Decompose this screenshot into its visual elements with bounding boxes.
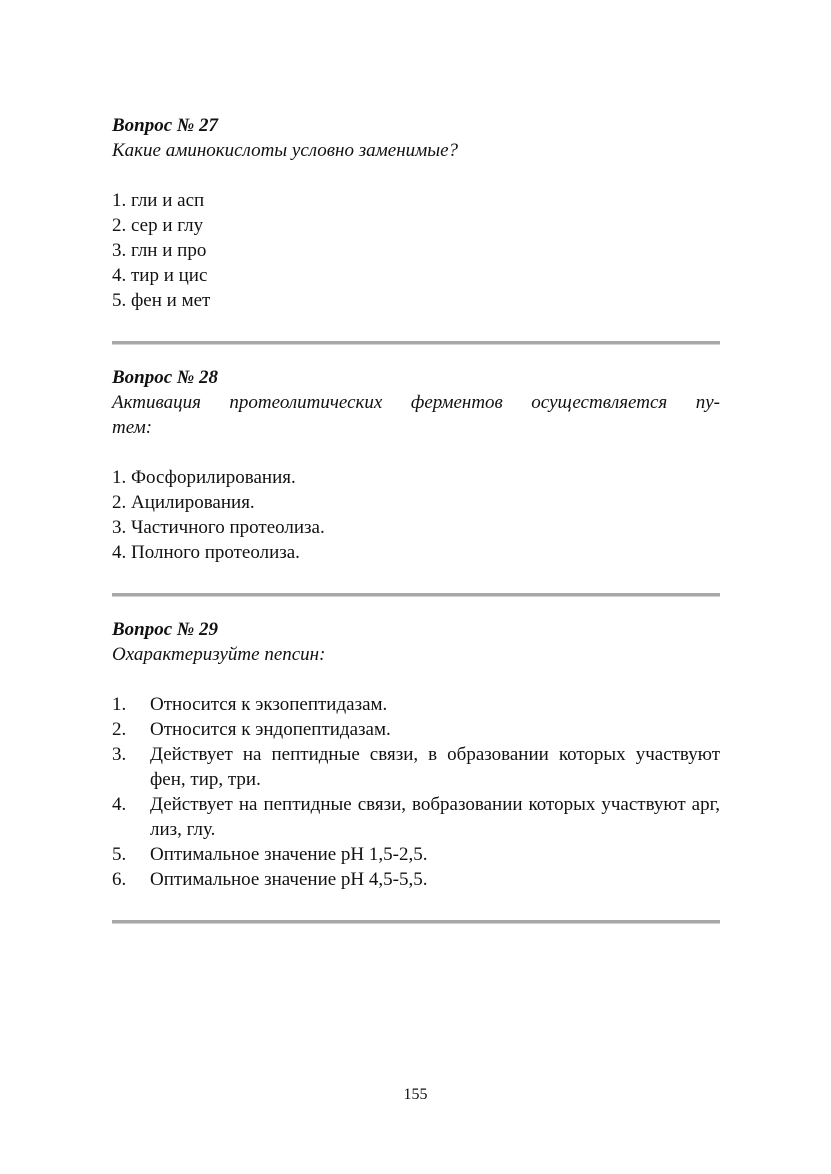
- answer-number: 5.: [112, 844, 127, 865]
- question-28: [112, 365, 720, 565]
- section-divider: [112, 341, 720, 345]
- answer-item: 5. фен и мет: [112, 290, 211, 311]
- question-27: [112, 113, 720, 313]
- answer-number: 1.: [112, 694, 127, 715]
- page-number: 155: [403, 1086, 428, 1103]
- answer-item: 1. гли и асп: [112, 190, 205, 211]
- answer-item: 3. Частичного протеолиза.: [112, 517, 325, 538]
- answer-number: 2.: [112, 719, 127, 740]
- question-title: Вопрос № 27: [112, 115, 219, 136]
- answer-item: [112, 717, 720, 742]
- answer-text: Оптимальное значение рН 1,5-2,5.: [150, 844, 428, 865]
- answer-number: 4.: [112, 794, 127, 815]
- answer-item: 2. Ацилирования.: [112, 492, 255, 513]
- answer-item: [112, 692, 720, 717]
- answer-item: 3. глн и про: [112, 240, 207, 261]
- question-text-line-1: Активация протеолитических ферментов осуществляется пу-: [112, 392, 720, 413]
- question-title: Вопрос № 29: [112, 619, 219, 640]
- answer-text: Действует на пептидные связи, вобразовании которых участвуют арг, лиз, глу.: [150, 794, 720, 840]
- answer-item: 4. Полного протеолиза.: [112, 542, 300, 563]
- answer-list: [112, 188, 720, 313]
- question-29: [112, 617, 720, 892]
- answer-item: 4. тир и цис: [112, 265, 208, 286]
- question-text: Охарактеризуйте пепсин:: [112, 644, 326, 665]
- answer-item: 2. сер и глу: [112, 215, 204, 236]
- answer-text: Относится к экзопептидазам.: [150, 694, 388, 715]
- answer-text: Оптимальное значение рН 4,5-5,5.: [150, 869, 428, 890]
- answer-item: [112, 842, 720, 867]
- section-divider: [112, 920, 720, 924]
- answer-number: 3.: [112, 744, 127, 765]
- question-text-line-2: тем:: [112, 417, 153, 438]
- question-title: Вопрос № 28: [112, 367, 219, 388]
- question-text: Какие аминокислоты условно заменимые?: [112, 140, 459, 161]
- answer-item: [112, 867, 720, 892]
- answer-number: 6.: [112, 869, 127, 890]
- answer-text: Относится к эндопептидазам.: [150, 719, 391, 740]
- answer-item: [112, 742, 720, 792]
- answer-text: Действует на пептидные связи, в образовании которых участвуют фен, тир, три.: [150, 744, 720, 790]
- section-divider: [112, 593, 720, 597]
- answer-item: 1. Фосфорилирования.: [112, 467, 296, 488]
- answer-item: [112, 792, 720, 842]
- answer-list: [112, 465, 720, 565]
- document-page: [112, 113, 720, 924]
- answer-list: [112, 692, 720, 892]
